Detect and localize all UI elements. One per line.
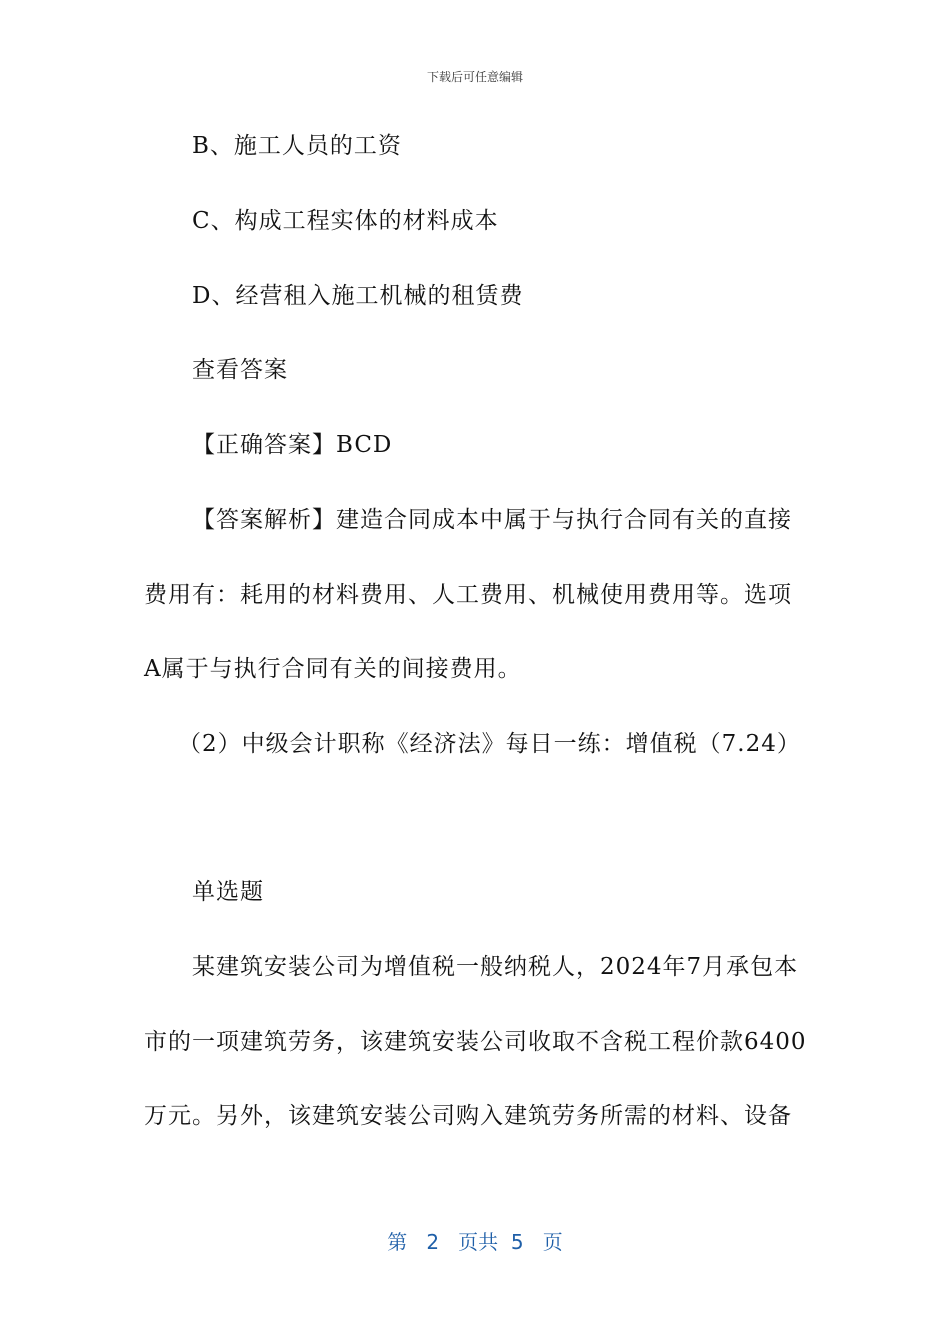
section-title: （2）中级会计职称《经济法》每日一练：增值税（7.24） <box>178 731 801 757</box>
question-line-2: 市的一项建筑劳务，该建筑安装公司收取不含税工程价款6400 <box>144 1029 807 1055</box>
header-note: 下载后可任意编辑 <box>426 70 523 84</box>
page-prefix: 第 <box>387 1230 408 1254</box>
answer-analysis-line-1: 【答案解析】建造合同成本中属于与执行合同有关的直接 <box>192 507 792 533</box>
option-b: B、施工人员的工资 <box>192 133 402 159</box>
page-suffix: 页 <box>542 1230 563 1254</box>
correct-answer: 【正确答案】BCD <box>192 432 393 458</box>
question-type: 单选题 <box>192 879 264 905</box>
page-footer <box>0 1226 950 1255</box>
question-line-1: 某建筑安装公司为增值税一般纳税人，2024年7月承包本 <box>192 954 799 980</box>
total-pages: 5 <box>510 1230 524 1254</box>
page-mid: 页共 <box>458 1230 499 1254</box>
question-line-3: 万元。另外，该建筑安装公司购入建筑劳务所需的材料、设备 <box>144 1103 792 1129</box>
option-c: C、构成工程实体的材料成本 <box>192 208 499 234</box>
answer-analysis-line-2: 费用有：耗用的材料费用、人工费用、机械使用费用等。选项 <box>144 582 792 608</box>
view-answer-link[interactable]: 查看答案 <box>192 357 288 383</box>
answer-analysis-line-3: A属于与执行合同有关的间接费用。 <box>144 656 522 682</box>
option-d: D、经营租入施工机械的租赁费 <box>192 283 524 309</box>
page-number: 2 <box>426 1230 440 1254</box>
